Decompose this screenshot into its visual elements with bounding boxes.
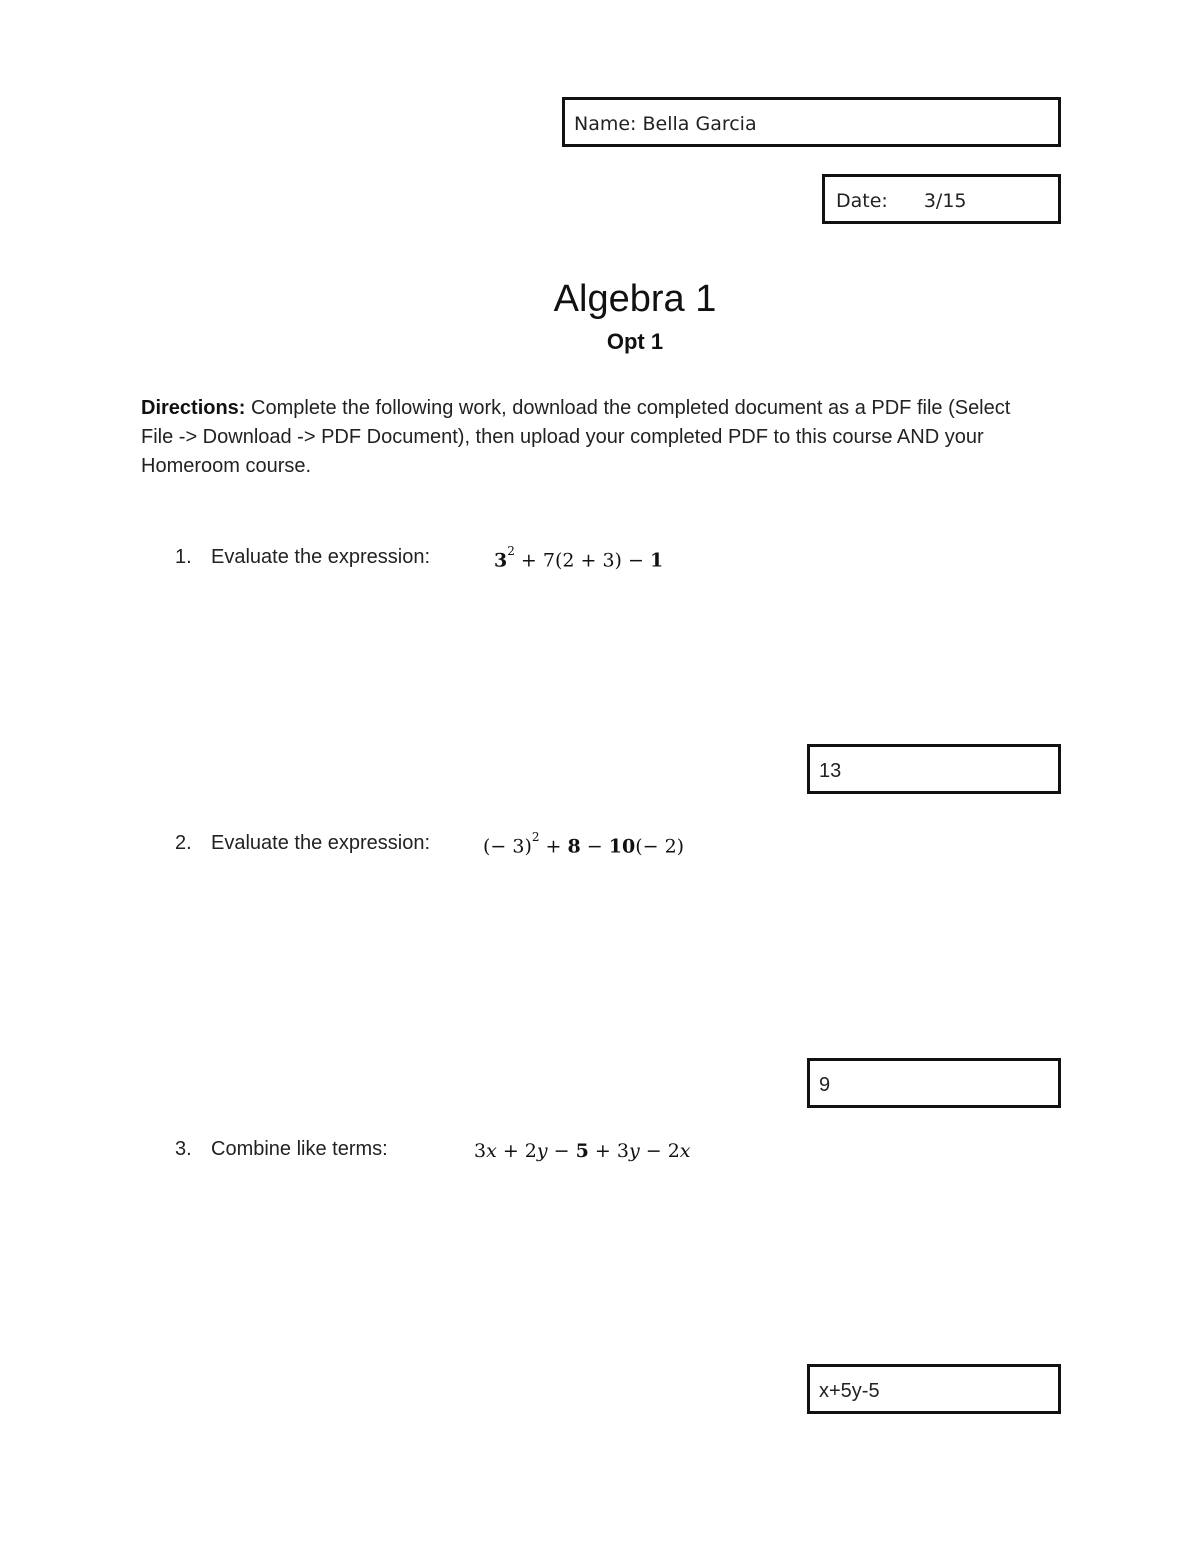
name-value: Bella Garcia xyxy=(642,113,757,135)
question-number: 1. xyxy=(175,546,192,568)
question-2 xyxy=(175,832,430,855)
question-number: 3. xyxy=(175,1138,192,1160)
question-prompt: Evaluate the expression: xyxy=(211,546,431,568)
answer-value: 9 xyxy=(819,1074,831,1096)
question-3-expression: 3x + 2y − 5 + 3y − 2x xyxy=(474,1140,691,1162)
question-3 xyxy=(175,1138,388,1161)
question-1 xyxy=(175,546,430,569)
question-prompt: Evaluate the expression: xyxy=(211,832,431,854)
question-number: 2. xyxy=(175,832,192,854)
answer-value: 13 xyxy=(819,760,842,782)
answer-value: x+5y-5 xyxy=(819,1380,880,1402)
name-label: Name: xyxy=(574,113,637,135)
date-label: Date: xyxy=(836,190,888,212)
name-field[interactable] xyxy=(562,97,1061,147)
answer-box-1[interactable] xyxy=(807,744,1061,794)
date-field[interactable] xyxy=(822,174,1061,224)
page-title: Algebra 1 xyxy=(553,278,717,320)
question-prompt: Combine like terms: xyxy=(211,1138,388,1160)
question-2-expression: (− 3)$^2$ + 8 − 10(− 2) xyxy=(483,830,685,858)
answer-box-2[interactable] xyxy=(807,1058,1061,1108)
date-value: 3/15 xyxy=(923,190,967,212)
directions xyxy=(141,394,1041,481)
answer-box-3[interactable] xyxy=(807,1364,1061,1414)
directions-label: Directions: xyxy=(141,397,246,419)
directions-text: Complete the following work, download the completed document as a PDF file (Select File -> Download -> PDF Document), then upload your completed PDF to this course AND your Homeroom course. xyxy=(141,397,1011,477)
page-subtitle: Opt 1 xyxy=(606,329,664,354)
question-1-expression: $3^2 + 7(2 + 3) - 1$ xyxy=(494,544,664,572)
